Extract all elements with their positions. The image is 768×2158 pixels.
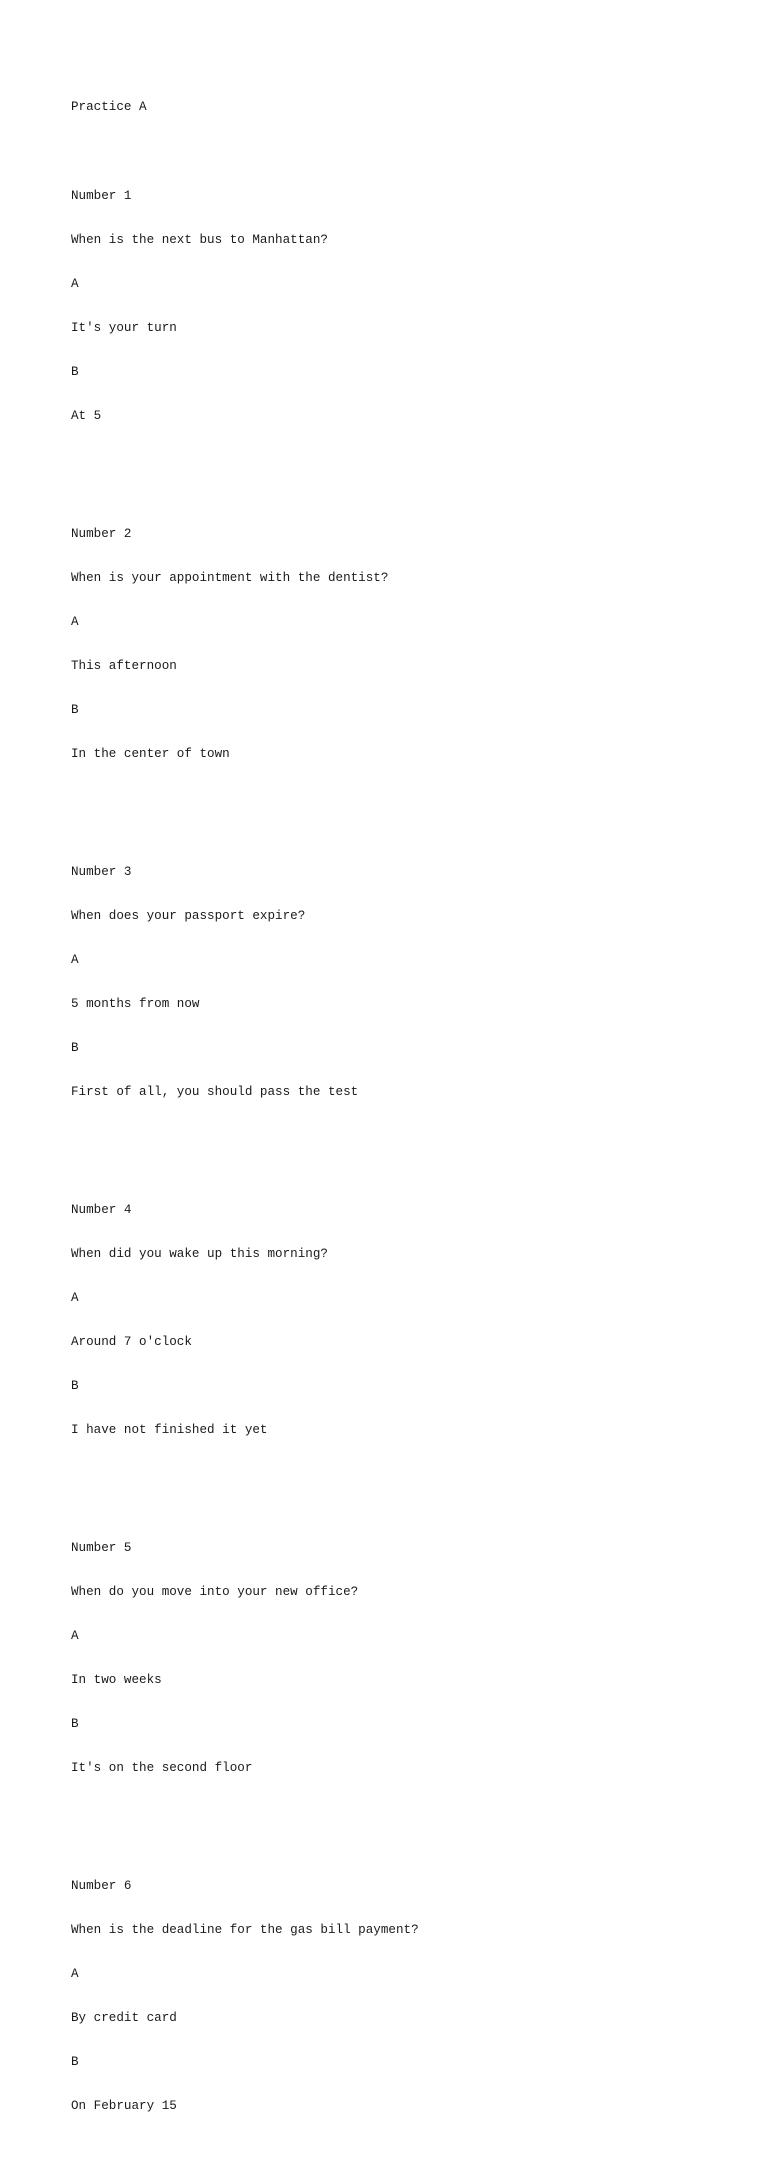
question-number: Number 1 — [71, 188, 132, 203]
question-text: When does your passport expire? — [71, 908, 306, 923]
question-block-5 — [71, 1512, 419, 1806]
option-a-label: A — [71, 614, 79, 629]
document-title: Practice A — [71, 100, 147, 115]
option-a-label: A — [71, 1967, 79, 1982]
option-b-label: B — [71, 2055, 79, 2070]
question-block-3 — [71, 835, 419, 1129]
option-a-label: A — [71, 1629, 79, 1644]
question-number: Number 4 — [71, 1202, 132, 1217]
option-b-label: B — [71, 1379, 79, 1394]
option-a-text: Around 7 o'clock — [71, 1335, 192, 1350]
option-b-label: B — [71, 364, 79, 379]
option-b-label: B — [71, 703, 79, 718]
option-b-text: On February 15 — [71, 2099, 177, 2114]
option-a-label: A — [71, 1291, 79, 1306]
question-block-1 — [71, 159, 419, 453]
question-number: Number 5 — [71, 1540, 132, 1555]
question-number: Number 3 — [71, 864, 132, 879]
question-text: When do you move into your new office? — [71, 1585, 359, 1600]
question-number: Number 6 — [71, 1879, 132, 1893]
question-text: When is your appointment with the dentist? — [71, 570, 389, 585]
option-b-text: It's on the second floor — [71, 1761, 253, 1776]
option-b-text: I have not finished it yet — [71, 1423, 268, 1438]
option-b-text: First of all, you should pass the test — [71, 1085, 359, 1100]
option-b-text: At 5 — [71, 409, 102, 424]
question-text: When is the deadline for the gas bill payment? — [71, 1923, 419, 1938]
option-a-text: In two weeks — [71, 1673, 162, 1688]
option-a-text: 5 months from now — [71, 997, 200, 1012]
document-text — [71, 71, 419, 2158]
question-number: Number 2 — [71, 526, 132, 541]
question-block-6 — [71, 1850, 419, 2144]
question-text: When is the next bus to Manhattan? — [71, 232, 328, 247]
option-b-label: B — [71, 1041, 79, 1056]
option-a-label: A — [71, 276, 79, 291]
option-a-text: By credit card — [71, 2011, 177, 2026]
question-block-2 — [71, 497, 419, 791]
option-b-label: B — [71, 1717, 79, 1732]
option-a-label: A — [71, 952, 79, 967]
option-b-text: In the center of town — [71, 747, 230, 762]
option-a-text: This afternoon — [71, 658, 177, 673]
question-block-4 — [71, 1173, 419, 1467]
question-text: When did you wake up this morning? — [71, 1246, 328, 1261]
option-a-text: It's your turn — [71, 320, 177, 335]
